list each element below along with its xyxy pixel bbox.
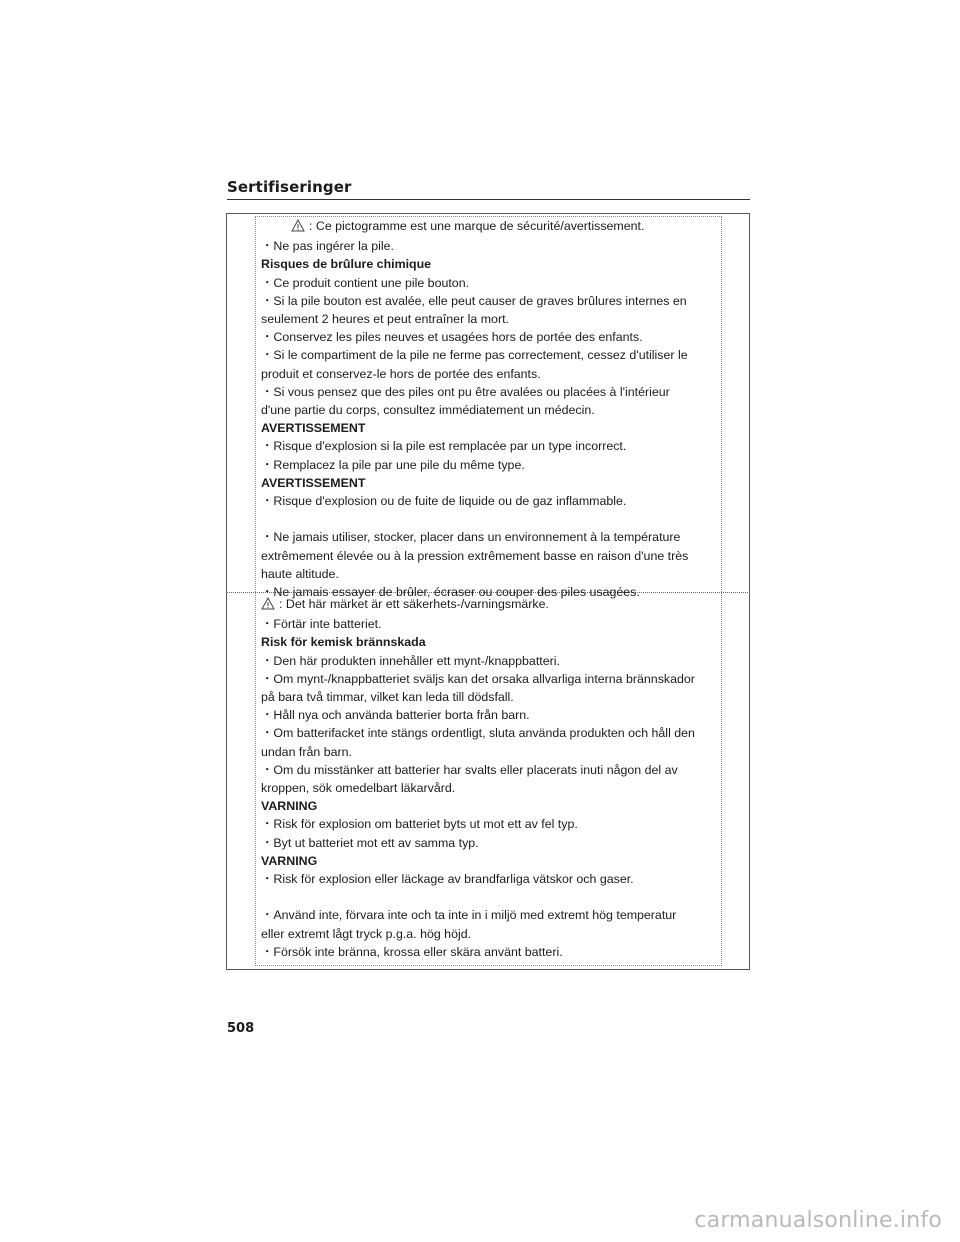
french-line: ・Ne jamais utiliser, stocker, placer dans un environnement à la température: [261, 530, 681, 545]
french-line: ・Risque d'explosion si la pile est remplacée par un type incorrect.: [261, 439, 627, 454]
french-line: ・Si vous pensez que des piles ont pu être avalées ou placées à l'intérieur: [261, 384, 670, 399]
french-line: haute altitude.: [261, 566, 339, 581]
swedish-line: ・Om du misstänker att batterier har svalts eller placerats inuti någon del av: [261, 762, 678, 777]
swedish-icon-text: : Det här märket är ett säkerhets-/varningsmärke.: [279, 597, 549, 611]
french-line: ・Si la pile bouton est avalée, elle peut causer de graves brûlures internes en: [261, 293, 687, 308]
french-line: ・Conservez les piles neuves et usagées hors de portée des enfants.: [261, 330, 643, 345]
french-line: AVERTISSEMENT: [261, 475, 366, 490]
swedish-line: ・Använd inte, förvara inte och ta inte in i miljö med extremt hög temperatur: [261, 908, 677, 923]
french-line: AVERTISSEMENT: [261, 421, 366, 436]
french-notice: [261, 217, 716, 601]
french-line: d'une partie du corps, consultez immédiatement un médecin.: [261, 403, 595, 418]
swedish-lines: [261, 615, 716, 961]
warning-triangle-icon: [291, 219, 305, 237]
swedish-line: [261, 888, 716, 906]
french-line: produit et conservez-le hors de portée des enfants.: [261, 366, 541, 381]
swedish-line: ・Håll nya och använda batterier borta från barn.: [261, 708, 530, 723]
section-title: Sertifiseringer: [227, 178, 352, 196]
swedish-line: ・Risk för explosion om batteriet byts ut mot ett av fel typ.: [261, 817, 578, 832]
swedish-line: undan från barn.: [261, 744, 352, 759]
french-line: [261, 510, 716, 528]
swedish-line: ・Försök inte bränna, krossa eller skära använt batteri.: [261, 944, 563, 959]
swedish-line: ・Byt ut batteriet mot ett av samma typ.: [261, 835, 479, 850]
warning-triangle-icon: [261, 597, 275, 615]
french-line: ・Ne jamais essayer de brûler, écraser ou couper des piles usagées.: [261, 585, 640, 600]
swedish-line: VARNING: [261, 853, 318, 868]
french-line: ・Si le compartiment de la pile ne ferme pas correctement, cessez d'utiliser le: [261, 348, 688, 363]
french-line: Risques de brûlure chimique: [261, 257, 432, 272]
watermark: carmanualsonline.info: [694, 1208, 942, 1233]
french-lines: [261, 237, 716, 601]
french-line: ・Ne pas ingérer la pile.: [261, 239, 394, 254]
french-line: extrêmement élevée ou à la pression extrêmement basse en raison d'une très: [261, 548, 689, 563]
french-line: ・Remplacez la pile par une pile du même type.: [261, 457, 525, 472]
swedish-notice: [261, 595, 716, 961]
swedish-line: Risk för kemisk brännskada: [261, 635, 426, 650]
french-line: ・Ce produit contient une pile bouton.: [261, 275, 470, 290]
swedish-line: VARNING: [261, 799, 318, 814]
french-icon-line: [261, 217, 716, 237]
section-rule: [227, 199, 750, 200]
swedish-line: kroppen, sök omedelbart läkarvård.: [261, 781, 456, 796]
swedish-line: på bara två timmar, vilket kan leda till dödsfall.: [261, 690, 514, 705]
swedish-line: ・Risk för explosion eller läckage av brandfarliga vätskor och gaser.: [261, 872, 634, 887]
french-icon-text: : Ce pictogramme est une marque de sécurité/avertissement.: [309, 219, 645, 233]
swedish-icon-line: [261, 595, 716, 615]
swedish-line: ・Den här produkten innehåller ett mynt-/knappbatteri.: [261, 653, 560, 668]
swedish-line: ・Om mynt-/knappbatteriet sväljs kan det orsaka allvarliga interna brännskador: [261, 671, 695, 686]
french-line: ・Risque d'explosion ou de fuite de liquide ou de gaz inflammable.: [261, 494, 627, 509]
swedish-line: ・Om batterifacket inte stängs ordentligt, sluta använda produkten och håll den: [261, 726, 695, 741]
swedish-line: eller extremt lågt tryck p.g.a. hög höjd.: [261, 926, 472, 941]
french-line: seulement 2 heures et peut entraîner la mort.: [261, 312, 509, 327]
swedish-line: ・Förtär inte batteriet.: [261, 617, 382, 632]
page-number: 508: [227, 1021, 255, 1036]
